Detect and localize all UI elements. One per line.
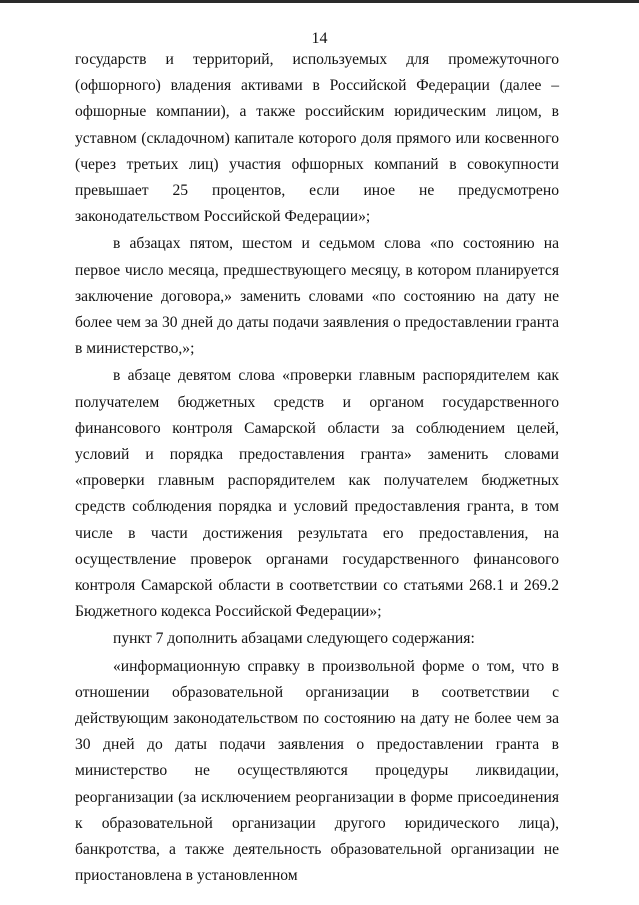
page-number: 14 xyxy=(311,30,328,47)
paragraph-punkt-7: пункт 7 дополнить абзацами следующего содержания: xyxy=(113,630,475,648)
paragraph-offshore-continuation: государств и территорий, используемых для промежуточного (офшорного) владения активами в Российской Федерации (далее – офшорные компании), а также российским юридическим лицом, в уставном (складочном) капитале которого доля прямого или косвенного (через третьих лиц) участия офшорных компаний в совокупности превышает 25 процентов, если иное не предусмотрено законодательством Российской Федерации»; xyxy=(75,51,559,226)
paragraph-info-spravka: «информационную справку в произвольной форме о том, что в отношении образовательной организации в соответствии с действующим законодательством по состоянию на дату не более чем за 30 дней до даты подачи заявления о предоставлении гранта в министерство не осуществляются процедуры ликвидации, реорганизации (за исключением реорганизации в форме присоединения к образовательной организации другого юридического лица), банкротства, а также деятельность образовательной организации не приостановлена в установленном xyxy=(75,657,559,885)
paragraph-abzac-5-6-7: в абзацах пятом, шестом и седьмом слова «по состоянию на первое число месяца, предшествующего месяцу, в котором планируется заключение договора,» заменить словами «по состоянию на дату не более чем за 30 дней до даты подачи заявления о предоставлении гранта в министерство,»; xyxy=(75,235,559,358)
document-body xyxy=(75,47,559,890)
paragraph-abzac-9: в абзаце девятом слова «проверки главным распорядителем как получателем бюджетных средств и органом государственного финансового контроля Самарской области за соблюдением целей, условий и порядка предоставления гранта» заменить словами «проверки главным распорядителем как получателем бюджетных средств соблюдения порядка и условий предоставления гранта, в том числе в части достижения результата его предоставления, на осуществление проверок органами государственного финансового контроля Самарской области в соответствии со статьями 268.1 и 269.2 Бюджетного кодекса Российской Федерации»; xyxy=(75,367,559,621)
scan-top-edge xyxy=(0,0,639,3)
